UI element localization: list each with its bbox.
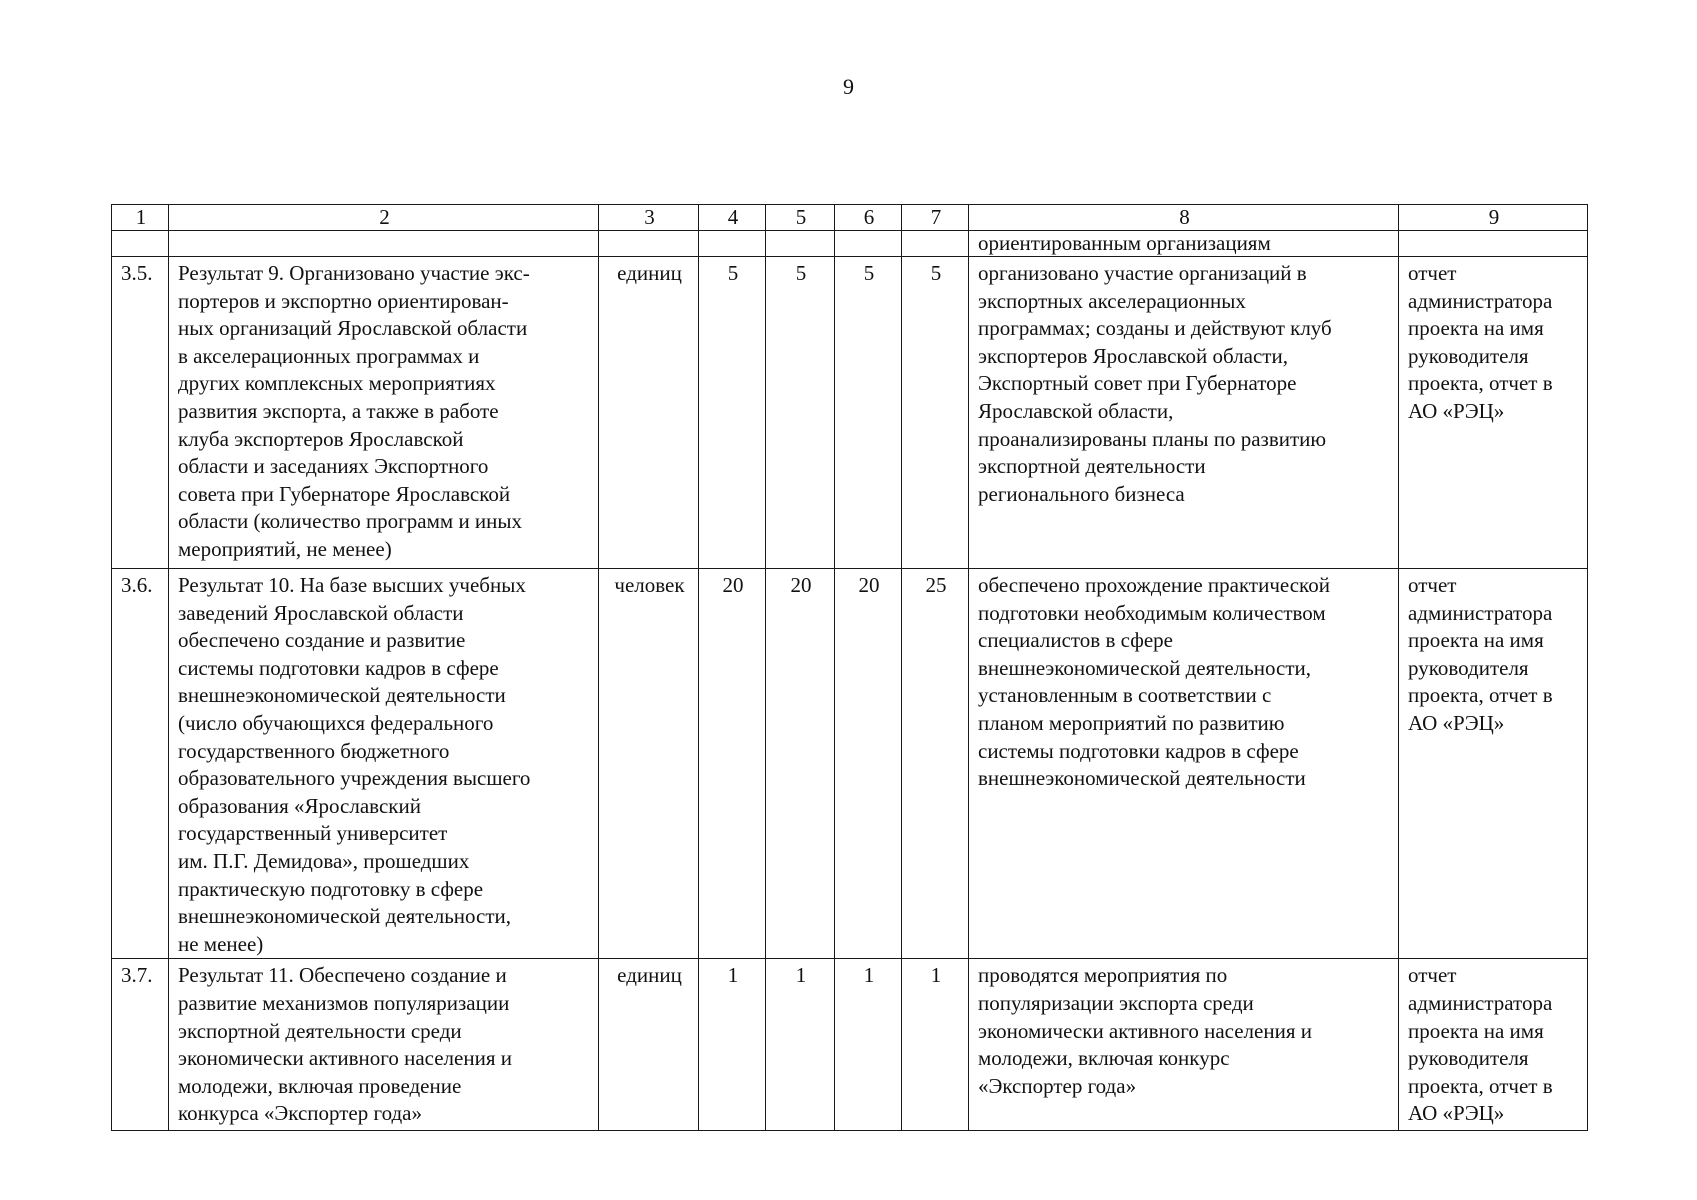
value-cell: 20 bbox=[699, 569, 766, 959]
value-cell: 1 bbox=[902, 959, 969, 1131]
column-number: 5 bbox=[766, 205, 835, 231]
row-number: 3.6. bbox=[112, 569, 169, 959]
value-cell: 1 bbox=[835, 959, 902, 1131]
column-number-row bbox=[112, 205, 1588, 231]
result-text: Результат 9. Организовано участие экс- портеров и экспортно ориентирован- ных организаций Ярославской области в акселерационных программах и других комплексных мероприятиях развития экспорта, а также в работе клуба экспортеров Ярославской области и заседаниях Экспортного совета при Губернаторе Ярославской области (количество программ и иных мероприятий, не менее) bbox=[169, 257, 599, 569]
source-text: отчет администратора проекта на имя руководителя проекта, отчет в АО «РЭЦ» bbox=[1399, 257, 1588, 569]
page-number: 9 bbox=[843, 74, 854, 99]
result-text: Результат 10. На базе высших учебных заведений Ярославской области обеспечено создание и развитие системы подготовки кадров в сфере внешнеэкономической деятельности (число обучающихся федерального государственного бюджетного образовательного учреждения высшего образования «Ярославский государственный университет им. П.Г. Демидова», прошедших практическую подготовку в сфере внешнеэкономической деятельности, не менее) bbox=[169, 569, 599, 959]
description-text: организовано участие организаций в экспортных акселерационных программах; созданы и действуют клуб экспортеров Ярославской области, Экспортный совет при Губернаторе Ярославской области, проанализированы планы по развитию экспортной деятельности регионального бизнеса bbox=[969, 257, 1399, 569]
value-cell: 20 bbox=[835, 569, 902, 959]
description-text: обеспечено прохождение практической подготовки необходимым количеством специалистов в сфере внешнеэкономической деятельности, установленным в соответствии с планом мероприятий по развитию системы подготовки кадров в сфере внешнеэкономической деятельности bbox=[969, 569, 1399, 959]
unit-cell: единиц bbox=[599, 959, 699, 1131]
result-text: Результат 11. Обеспечено создание и развитие механизмов популяризации экспортной деятельности среди экономически активного населения и молодежи, включая проведение конкурса «Экспортер года» bbox=[169, 959, 599, 1131]
column-number: 6 bbox=[835, 205, 902, 231]
unit-cell: единиц bbox=[599, 257, 699, 569]
value-cell: 25 bbox=[902, 569, 969, 959]
unit-cell: человек bbox=[599, 569, 699, 959]
row-number: 3.5. bbox=[112, 257, 169, 569]
value-cell: 20 bbox=[766, 569, 835, 959]
column-number: 2 bbox=[169, 205, 599, 231]
value-cell: 1 bbox=[766, 959, 835, 1131]
table-row bbox=[112, 959, 1588, 1131]
table-row bbox=[112, 569, 1588, 959]
continuation-description: ориентированным организациям bbox=[969, 231, 1399, 257]
table-row bbox=[112, 257, 1588, 569]
column-number: 9 bbox=[1399, 205, 1588, 231]
source-text: отчет администратора проекта на имя руководителя проекта, отчет в АО «РЭЦ» bbox=[1399, 959, 1588, 1131]
value-cell: 1 bbox=[699, 959, 766, 1131]
results-table bbox=[111, 204, 1588, 1131]
value-cell: 5 bbox=[699, 257, 766, 569]
source-text: отчет администратора проекта на имя руководителя проекта, отчет в АО «РЭЦ» bbox=[1399, 569, 1588, 959]
continuation-row bbox=[112, 231, 1588, 257]
row-number: 3.7. bbox=[112, 959, 169, 1131]
column-number: 3 bbox=[599, 205, 699, 231]
column-number: 4 bbox=[699, 205, 766, 231]
column-number: 1 bbox=[112, 205, 169, 231]
column-number: 7 bbox=[902, 205, 969, 231]
value-cell: 5 bbox=[835, 257, 902, 569]
column-number: 8 bbox=[969, 205, 1399, 231]
value-cell: 5 bbox=[902, 257, 969, 569]
value-cell: 5 bbox=[766, 257, 835, 569]
description-text: проводятся мероприятия по популяризации экспорта среди экономически активного населения и молодежи, включая конкурс «Экспортер года» bbox=[969, 959, 1399, 1131]
